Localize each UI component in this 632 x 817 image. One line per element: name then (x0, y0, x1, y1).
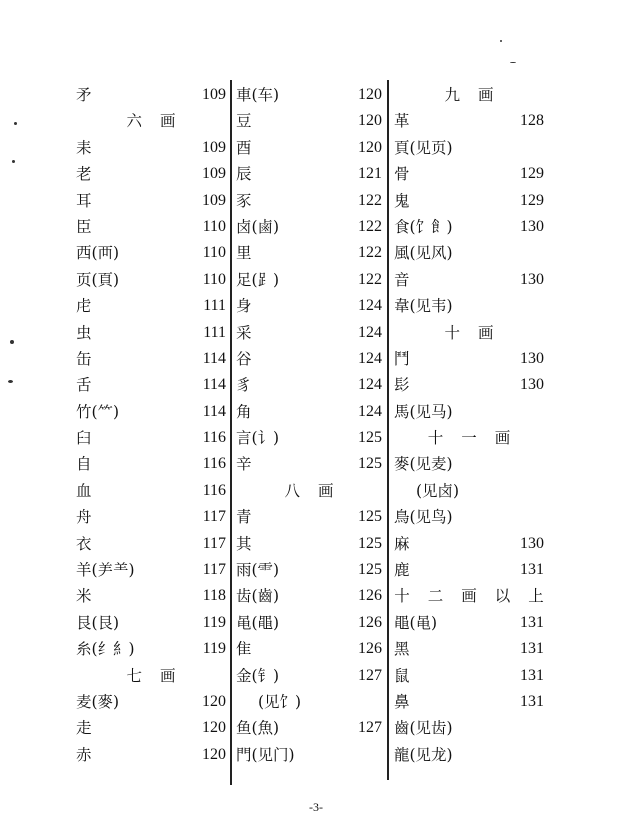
heading-label: 六画 (126, 112, 194, 131)
index-entry (76, 451, 226, 477)
page-number: 122 (358, 244, 382, 262)
radical-label: 龍(见龙) (394, 745, 453, 764)
index-entry (236, 346, 382, 372)
radical-label: 谷 (236, 349, 252, 368)
index-entry (394, 214, 544, 240)
radical-label: 走 (76, 719, 92, 738)
index-entry (394, 346, 544, 372)
index-entry (236, 504, 382, 530)
radical-label: 門(见门) (236, 745, 295, 764)
page-number: 131 (520, 640, 544, 658)
radical-label: 豆 (236, 112, 252, 131)
stroke-count-heading (394, 425, 544, 451)
index-entry (236, 188, 382, 214)
radical-label: 黑 (394, 640, 410, 659)
index-entry (76, 346, 226, 372)
radical-label: 角 (236, 402, 252, 421)
radical-label: 辛 (236, 455, 252, 474)
page-number: 120 (202, 719, 226, 737)
radical-label: 臣 (76, 217, 92, 236)
column-divider-left (230, 80, 232, 785)
page-number-footer: -3- (309, 800, 323, 814)
radical-label: 麦(麥) (76, 692, 120, 711)
radical-label: 韋(见韦) (394, 297, 453, 316)
page-number: 122 (358, 191, 382, 209)
index-entry (76, 135, 226, 161)
index-entry (394, 531, 544, 557)
index-entry (236, 557, 382, 583)
radical-label: 鬼 (394, 191, 410, 210)
radical-label: 酉 (236, 138, 252, 157)
scan-speck (510, 62, 516, 63)
index-entry (76, 320, 226, 346)
index-entry (76, 293, 226, 319)
heading-label: 八画 (284, 481, 352, 500)
index-entry (236, 425, 382, 451)
page-number: 128 (520, 112, 544, 130)
page-number: 124 (358, 402, 382, 420)
index-entry (394, 293, 544, 319)
page-number: 111 (203, 297, 226, 315)
index-entry (236, 399, 382, 425)
stroke-count-heading (394, 320, 544, 346)
page-number: 117 (202, 534, 226, 552)
page-number: 109 (202, 86, 226, 103)
page-number: 131 (520, 561, 544, 579)
index-entry (76, 82, 226, 108)
index-entry (236, 451, 382, 477)
index-entry (76, 504, 226, 530)
radical-label: 鳥(见鸟) (394, 508, 453, 527)
page-number: 110 (202, 217, 226, 235)
index-entry (76, 478, 226, 504)
radical-label: 衣 (76, 534, 92, 553)
index-entry (236, 531, 382, 557)
page-number: 111 (203, 323, 226, 341)
index-column-1 (76, 82, 226, 768)
index-entry (394, 742, 544, 768)
page-number: 131 (520, 692, 544, 710)
radical-label: 西(襾) (76, 244, 120, 263)
radical-label: 老 (76, 165, 92, 184)
index-entry (236, 610, 382, 636)
radical-label: 鬥 (394, 349, 410, 368)
radical-label: 其 (236, 534, 252, 553)
radical-label: 足(⻊) (236, 270, 280, 289)
radical-label: 缶 (76, 349, 92, 368)
radical-label: 革 (394, 112, 410, 131)
radical-label: 耒 (76, 138, 92, 157)
radical-label: 身 (236, 297, 252, 316)
radical-label: 采 (236, 323, 252, 342)
page-number: 130 (520, 217, 544, 235)
index-entry (394, 135, 544, 161)
radical-label: 豸 (236, 376, 252, 395)
radical-label: 青 (236, 508, 252, 527)
page-number: 116 (202, 455, 226, 473)
radical-label: 舌 (76, 376, 92, 395)
page-number: 130 (520, 349, 544, 367)
index-entry (76, 372, 226, 398)
index-entry (394, 715, 544, 741)
radical-label: 馬(见马) (394, 402, 453, 421)
heading-label: 七画 (126, 666, 194, 685)
index-entry (236, 108, 382, 134)
index-entry (394, 267, 544, 293)
index-entry (236, 372, 382, 398)
radical-label: 鼠 (394, 666, 410, 685)
index-entry (394, 399, 544, 425)
page-number: 124 (358, 297, 382, 315)
radical-label: 雨(⻗) (236, 561, 280, 580)
index-entry (394, 161, 544, 187)
page-number: 110 (202, 244, 226, 262)
page-number: 129 (520, 191, 544, 209)
index-column-3 (394, 82, 562, 768)
radical-label: 黽(黾) (394, 613, 438, 632)
index-entry (236, 267, 382, 293)
index-entry (76, 161, 226, 187)
scan-speck (14, 122, 17, 125)
page-number: 131 (520, 666, 544, 684)
page-number: 114 (202, 349, 226, 367)
page-number: 120 (358, 138, 382, 156)
index-entry (76, 399, 226, 425)
index-entry (76, 267, 226, 293)
radical-label: 羊(⺶⺷) (76, 561, 135, 580)
heading-label: 十二画以上 (394, 587, 562, 606)
radical-label: 虍 (76, 297, 92, 316)
radical-label: 米 (76, 587, 92, 606)
index-entry (76, 715, 226, 741)
index-entry (236, 320, 382, 346)
index-entry (76, 425, 226, 451)
radical-label: 鹿 (394, 561, 410, 580)
index-entry (76, 557, 226, 583)
radical-label: 豕 (236, 191, 252, 210)
index-entry (76, 583, 226, 609)
radical-label: (见饣) (258, 692, 302, 711)
radical-label: 齿(齒) (236, 587, 280, 606)
page-number: 126 (358, 587, 382, 605)
radical-label: 言(讠) (236, 429, 280, 448)
index-entry (76, 742, 226, 768)
radical-label: 髟 (394, 376, 410, 395)
index-entry (394, 663, 544, 689)
page-number: 120 (202, 745, 226, 763)
scan-speck (12, 160, 15, 163)
index-entry (76, 689, 226, 715)
radical-label: 金(钅) (236, 666, 280, 685)
page-number: 130 (520, 376, 544, 394)
index-entry (394, 557, 544, 583)
radical-label: 頁(见页) (394, 138, 453, 157)
radical-label: 竹(⺮) (76, 402, 120, 421)
radical-label: 車(车) (236, 86, 280, 104)
radical-label: 糸(纟糹) (76, 640, 135, 659)
heading-label: 十画 (444, 323, 512, 342)
index-entry (394, 372, 544, 398)
page-number: 109 (202, 138, 226, 156)
page-number: 114 (202, 376, 226, 394)
page-number: 125 (358, 561, 382, 579)
page-number: 127 (358, 719, 382, 737)
index-entry (394, 108, 544, 134)
page-number: 130 (520, 270, 544, 288)
page-number: 120 (358, 112, 382, 130)
page-number: 126 (358, 613, 382, 631)
page-number: 117 (202, 561, 226, 579)
radical-label: 页(頁) (76, 270, 120, 289)
stroke-count-heading (394, 82, 544, 108)
column-divider-right (387, 80, 389, 780)
scan-speck (8, 380, 13, 383)
index-entry (394, 188, 544, 214)
page-number: 109 (202, 165, 226, 183)
index-entry (76, 610, 226, 636)
page-number: 121 (358, 165, 382, 183)
page-number: 116 (202, 429, 226, 447)
index-entry (236, 742, 382, 768)
page-number: 131 (520, 613, 544, 631)
index-entry (76, 188, 226, 214)
index-entry (76, 636, 226, 662)
page-number: 117 (202, 508, 226, 526)
page-number: 122 (358, 270, 382, 288)
index-entry (236, 240, 382, 266)
page-number: 125 (358, 455, 382, 473)
page-number: 124 (358, 349, 382, 367)
page-number: 109 (202, 191, 226, 209)
page-number: 124 (358, 323, 382, 341)
index-entry (394, 636, 544, 662)
index-entry (394, 451, 544, 477)
page-number: 118 (202, 587, 226, 605)
stroke-count-heading (76, 108, 226, 134)
radical-label: 鼻 (394, 692, 410, 711)
radical-label: 耳 (76, 191, 92, 210)
index-entry (236, 663, 382, 689)
page-number: 120 (202, 692, 226, 710)
index-entry (236, 135, 382, 161)
heading-label: 九画 (444, 86, 512, 104)
page-number: 116 (202, 481, 226, 499)
page-number: 119 (202, 613, 226, 631)
page-number: 127 (358, 666, 382, 684)
radical-label: 矛 (76, 86, 92, 104)
radical-label: 齒(见齿) (394, 719, 453, 738)
radical-label: 虫 (76, 323, 92, 342)
index-entry (236, 636, 382, 662)
radical-label: 黾(黽) (236, 613, 280, 632)
page-number: 120 (358, 86, 382, 103)
page-number: 125 (358, 534, 382, 552)
radical-label: 臼 (76, 429, 92, 448)
index-entry (236, 161, 382, 187)
radical-label: 麻 (394, 534, 410, 553)
index-entry (76, 531, 226, 557)
radical-label: 血 (76, 481, 92, 500)
radical-label: 舟 (76, 508, 92, 527)
index-entry (394, 240, 544, 266)
radical-label: 鱼(魚) (236, 719, 280, 738)
page-number: 122 (358, 217, 382, 235)
index-entry (236, 293, 382, 319)
radical-label: 赤 (76, 745, 92, 764)
index-entry (394, 504, 544, 530)
radical-label: 音 (394, 270, 410, 289)
index-entry (394, 689, 544, 715)
radical-label: 里 (236, 244, 252, 263)
radical-label: 自 (76, 455, 92, 474)
stroke-count-heading (76, 663, 226, 689)
stroke-count-heading (236, 478, 382, 504)
index-entry (236, 214, 382, 240)
stroke-count-heading (394, 583, 562, 609)
index-entry (236, 82, 382, 108)
page-number: 114 (202, 402, 226, 420)
radical-label: 隹 (236, 640, 252, 659)
index-entry (236, 715, 382, 741)
index-entry (76, 214, 226, 240)
radical-label: 艮(⾉) (76, 613, 120, 632)
index-entry (394, 610, 544, 636)
radical-label: 麥(见麦) (394, 455, 453, 474)
radical-label: 食(饣⻟) (394, 217, 453, 236)
index-entry (394, 478, 544, 504)
radical-label: (见卤) (416, 481, 460, 500)
page-number: 110 (202, 270, 226, 288)
radical-label: 辰 (236, 165, 252, 184)
page-number: 124 (358, 376, 382, 394)
index-entry (76, 240, 226, 266)
page-number: 125 (358, 508, 382, 526)
radical-label: 骨 (394, 165, 410, 184)
index-entry (236, 583, 382, 609)
heading-label: 十一画 (427, 429, 529, 448)
scan-speck (10, 340, 14, 344)
scan-speck (500, 40, 502, 42)
page-number: 129 (520, 165, 544, 183)
index-column-2 (236, 82, 382, 768)
page-number: 130 (520, 534, 544, 552)
page-number: 125 (358, 429, 382, 447)
radical-label: 卤(鹵) (236, 217, 280, 236)
page-number: 119 (202, 640, 226, 658)
index-entry (236, 689, 382, 715)
radical-label: 風(见风) (394, 244, 453, 263)
page-number: 126 (358, 640, 382, 658)
